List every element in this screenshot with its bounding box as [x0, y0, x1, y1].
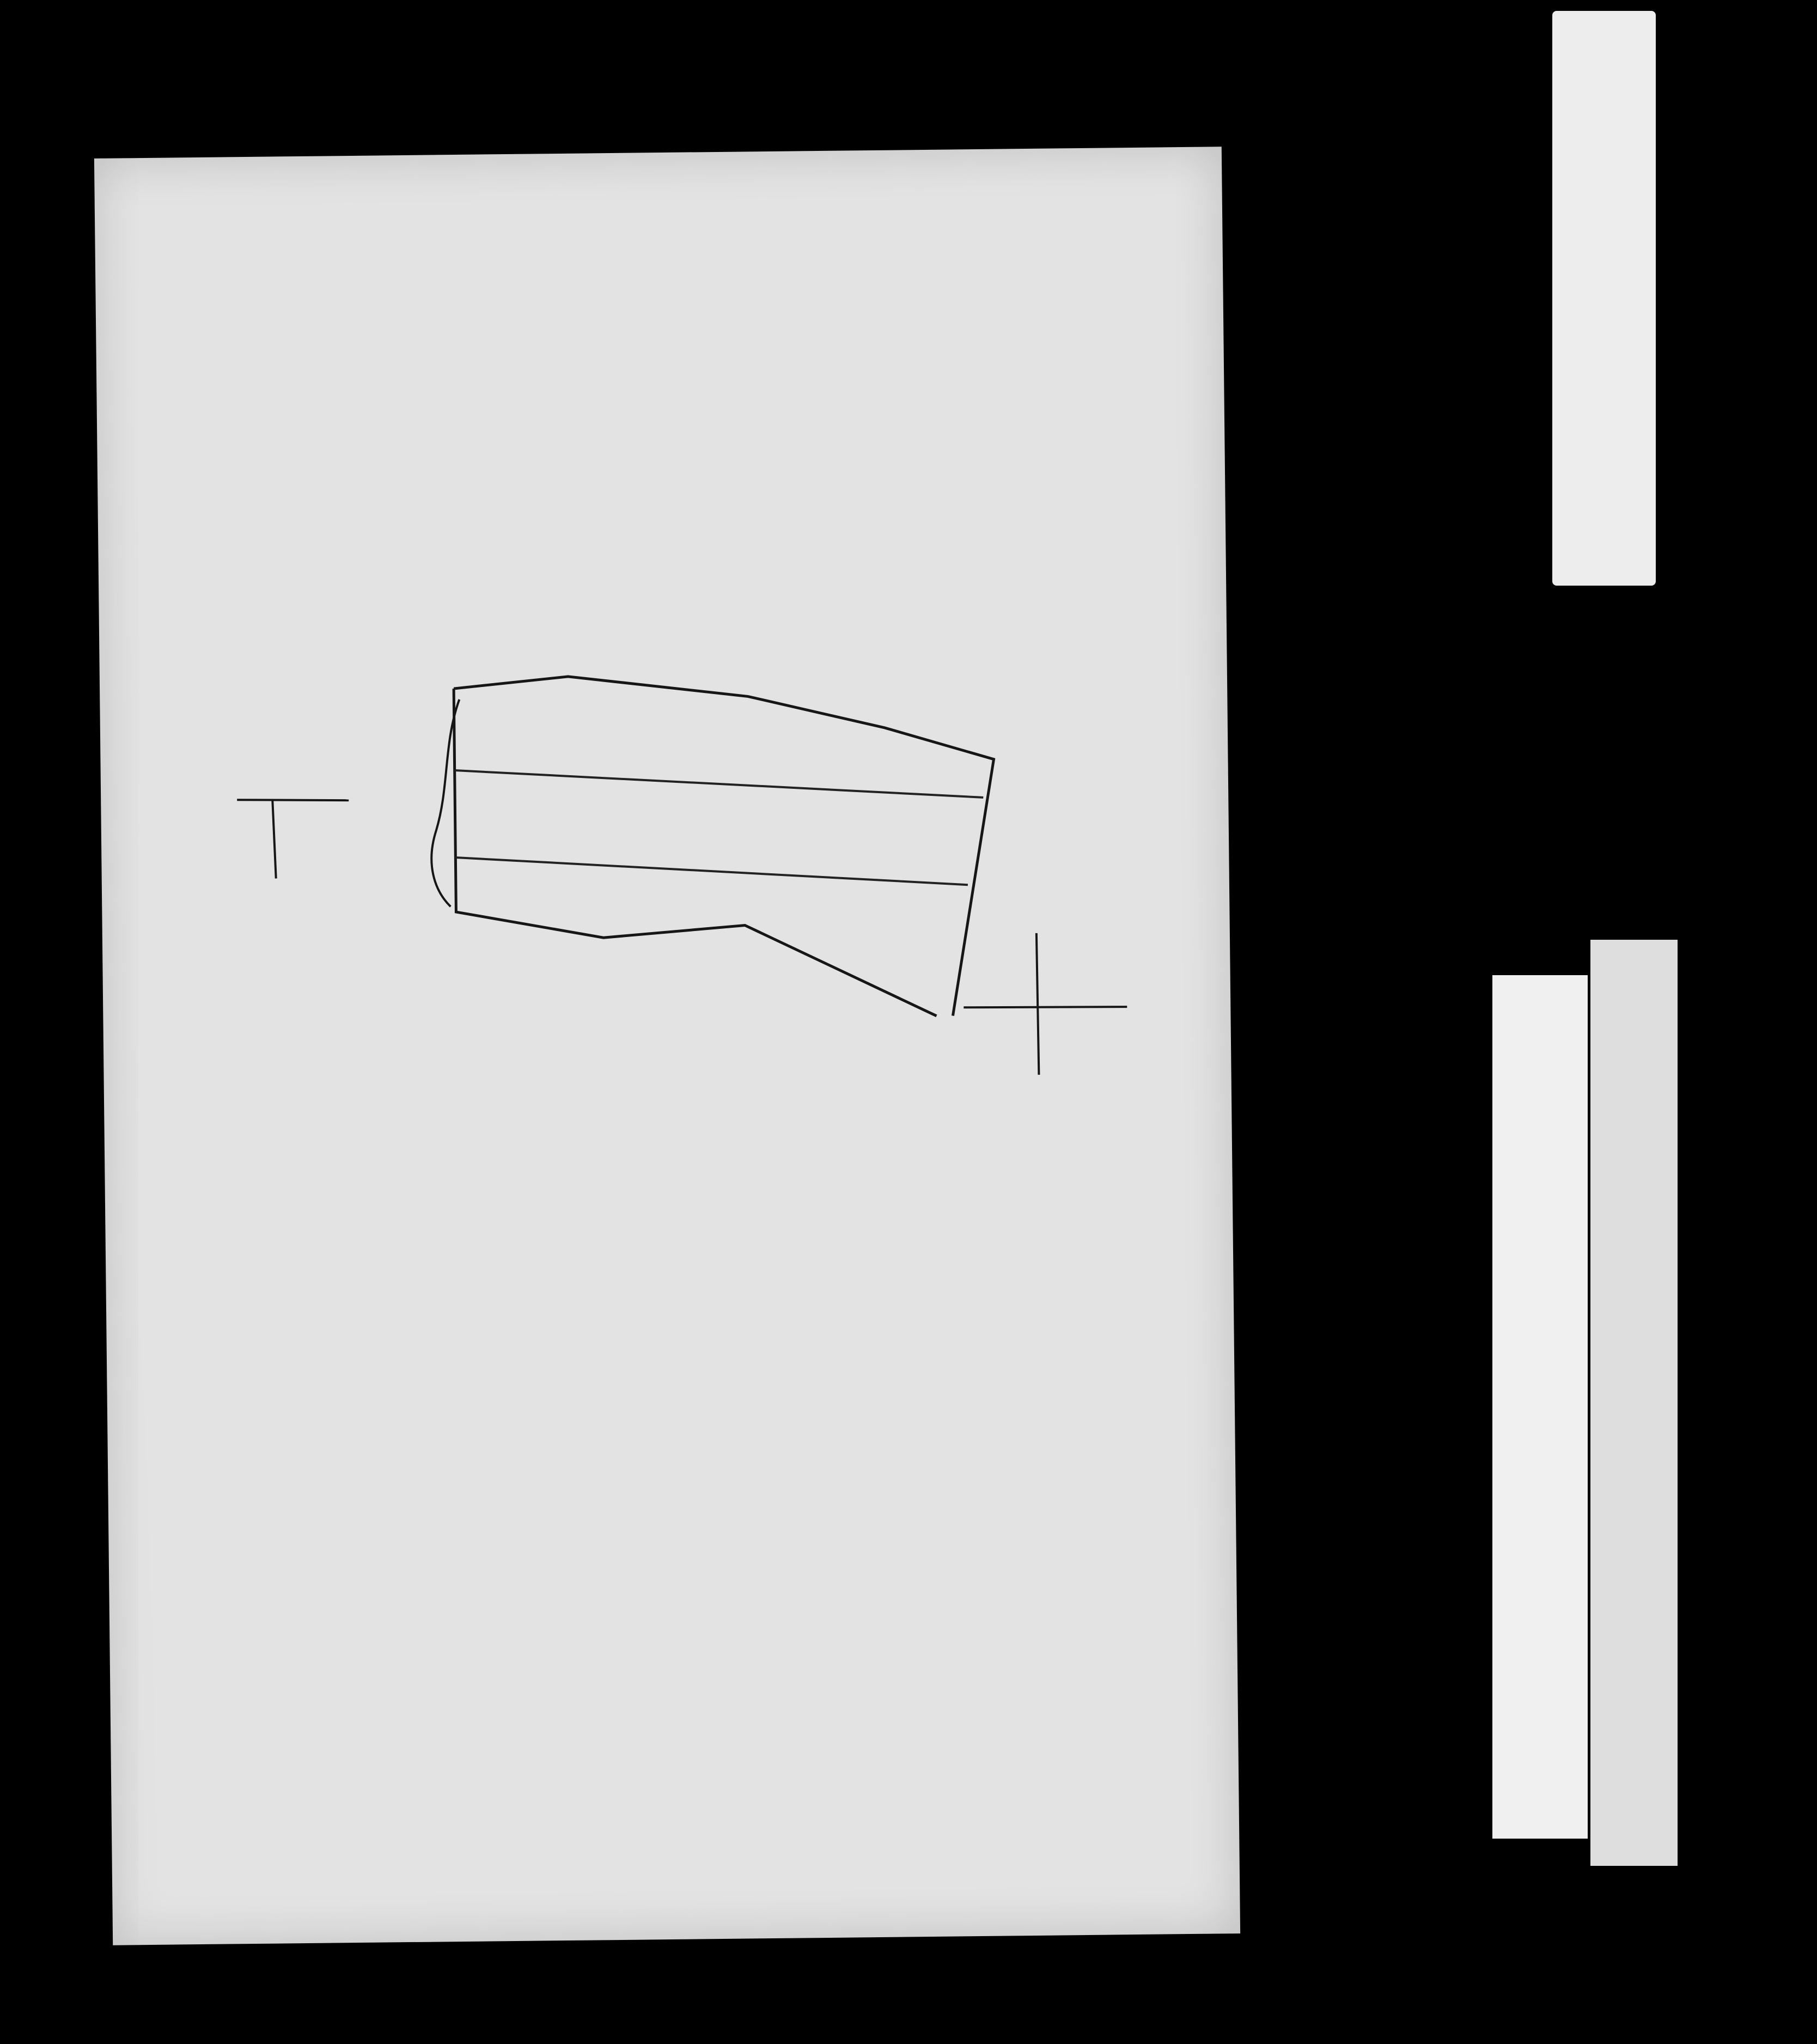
- phase-lines: [455, 765, 984, 890]
- document-sheet: [94, 147, 1240, 1945]
- barrage-tracing-sketch: [94, 147, 1231, 1085]
- reel-number-strip: [1552, 11, 1656, 586]
- archive-reference-label: [1492, 975, 1588, 1839]
- grid-reference-crosses: [237, 790, 1128, 1085]
- barrage-outline: [454, 672, 997, 1021]
- national-archives-label: [1590, 940, 1678, 1866]
